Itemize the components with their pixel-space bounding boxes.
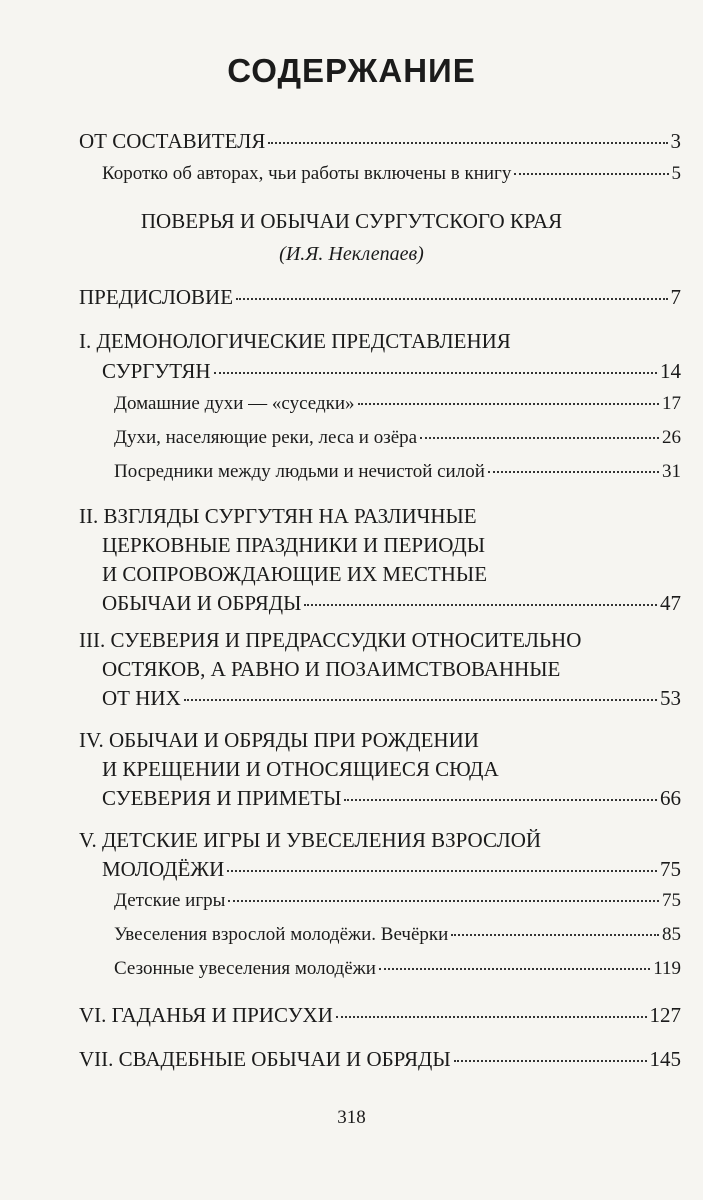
entry-label-line-1: III. СУЕВЕРИЯ И ПРЕДРАССУДКИ ОТНОСИТЕЛЬНО — [79, 628, 582, 652]
entry-label-line-4: ОБЫЧАИ И ОБРЯДЫ — [102, 591, 302, 615]
entry-page: 31 — [662, 461, 681, 482]
toc-entry-authors — [104, 163, 681, 189]
leader-dots — [358, 403, 659, 405]
toc-entry-chapter-4 — [79, 728, 681, 818]
entry-page: 127 — [649, 1003, 681, 1027]
entry-page: 66 — [660, 786, 681, 810]
entry-label: Коротко об авторах, чьи работы включены в книгу — [102, 163, 512, 184]
entry-label: VI. ГАДАНЬЯ И ПРИСУХИ — [79, 1003, 333, 1027]
leader-dots — [184, 699, 657, 701]
toc-entry-chapter-6 — [79, 1003, 681, 1029]
toc-entry-chapter-1-2 — [114, 427, 681, 453]
leader-dots — [344, 799, 657, 801]
leader-dots — [379, 968, 650, 970]
entry-page: 5 — [671, 163, 681, 184]
entry-label-line-3: И СОПРОВОЖДАЮЩИЕ ИХ МЕСТНЫЕ — [102, 562, 488, 586]
entry-label: VII. СВАДЕБНЫЕ ОБЫЧАИ И ОБРЯДЫ — [79, 1047, 451, 1071]
leader-dots — [214, 372, 658, 374]
toc-entry-chapter-5-3 — [114, 958, 681, 984]
entry-label: Сезонные увеселения молодёжи — [114, 958, 376, 979]
toc-entry-chapter-3 — [79, 628, 681, 718]
leader-dots — [227, 870, 657, 872]
entry-label-line-1: IV. ОБЫЧАИ И ОБРЯДЫ ПРИ РОЖДЕНИИ — [79, 728, 479, 752]
section-title: ПОВЕРЬЯ И ОБЫЧАИ СУРГУТСКОГО КРАЯ — [140, 209, 563, 233]
entry-label-line-1: II. ВЗГЛЯДЫ СУРГУТЯН НА РАЗЛИЧНЫЕ — [79, 504, 477, 528]
page-title: СОДЕРЖАНИЕ — [227, 52, 476, 89]
entry-page: 75 — [660, 857, 681, 881]
leader-dots — [451, 934, 659, 936]
entry-label: Посредники между людьми и нечистой силой — [114, 461, 485, 482]
entry-page: 47 — [660, 591, 681, 615]
entry-label-line-2: ОСТЯКОВ, А РАВНО И ПОЗАИМСТВОВАННЫЕ — [102, 657, 561, 681]
leader-dots — [236, 298, 667, 300]
leader-dots — [420, 437, 659, 439]
leader-dots — [488, 471, 659, 473]
entry-label-line-2: СУРГУТЯН — [102, 359, 211, 383]
entry-page: 53 — [660, 686, 681, 710]
entry-label-line-2: И КРЕЩЕНИИ И ОТНОСЯЩИЕСЯ СЮДА — [102, 757, 499, 781]
toc-entry-chapter-5-2 — [114, 924, 681, 950]
leader-dots — [268, 142, 667, 144]
entry-label-line-1: V. ДЕТСКИЕ ИГРЫ И УВЕСЕЛЕНИЯ ВЗРОСЛОЙ — [79, 828, 542, 852]
entry-page: 3 — [670, 129, 681, 153]
toc-entry-chapter-1-1 — [114, 393, 681, 419]
leader-dots — [336, 1016, 647, 1018]
entry-label-line-3: ОТ НИХ — [102, 686, 181, 710]
entry-label-line-3: СУЕВЕРИЯ И ПРИМЕТЫ — [102, 786, 342, 810]
entry-label: ОТ СОСТАВИТЕЛЯ — [79, 129, 266, 153]
entry-page: 145 — [649, 1047, 681, 1071]
toc-entry-chapter-2 — [79, 504, 681, 622]
leader-dots — [454, 1060, 647, 1062]
entry-page: 85 — [662, 924, 681, 945]
entry-label-line-2: ЦЕРКОВНЫЕ ПРАЗДНИКИ И ПЕРИОДЫ — [102, 533, 486, 557]
toc-entry-chapter-5-1 — [114, 890, 681, 916]
toc-entry-chapter-1 — [79, 329, 681, 389]
entry-label: Увеселения взрослой молодёжи. Вечёрки — [114, 924, 449, 945]
entry-label: Духи, населяющие реки, леса и озёра — [114, 427, 418, 448]
toc-entry-compiler — [79, 129, 681, 155]
leader-dots — [228, 900, 659, 902]
entry-label-line-2: МОЛОДЁЖИ — [102, 857, 225, 881]
entry-page: 26 — [662, 427, 681, 448]
toc-entry-preface — [79, 285, 681, 311]
leader-dots — [304, 604, 657, 606]
entry-label: Домашние духи — «суседки» — [114, 393, 355, 414]
entry-page: 75 — [662, 890, 681, 911]
entry-page: 119 — [653, 958, 681, 979]
entry-page: 7 — [670, 285, 681, 309]
toc-entry-chapter-7 — [79, 1047, 681, 1073]
entry-page: 17 — [662, 393, 681, 414]
section-author: (И.Я. Неклепаев) — [279, 243, 424, 265]
entry-label: ПРЕДИСЛОВИЕ — [79, 285, 234, 309]
page-number: 318 — [337, 1107, 366, 1128]
toc-entry-chapter-5 — [79, 828, 681, 888]
toc-entry-chapter-1-3 — [114, 461, 681, 487]
entry-page: 14 — [660, 359, 681, 383]
leader-dots — [514, 173, 668, 175]
entry-label: Детские игры — [114, 890, 226, 911]
entry-label-line-1: I. ДЕМОНОЛОГИЧЕСКИЕ ПРЕДСТАВЛЕНИЯ — [79, 329, 511, 353]
